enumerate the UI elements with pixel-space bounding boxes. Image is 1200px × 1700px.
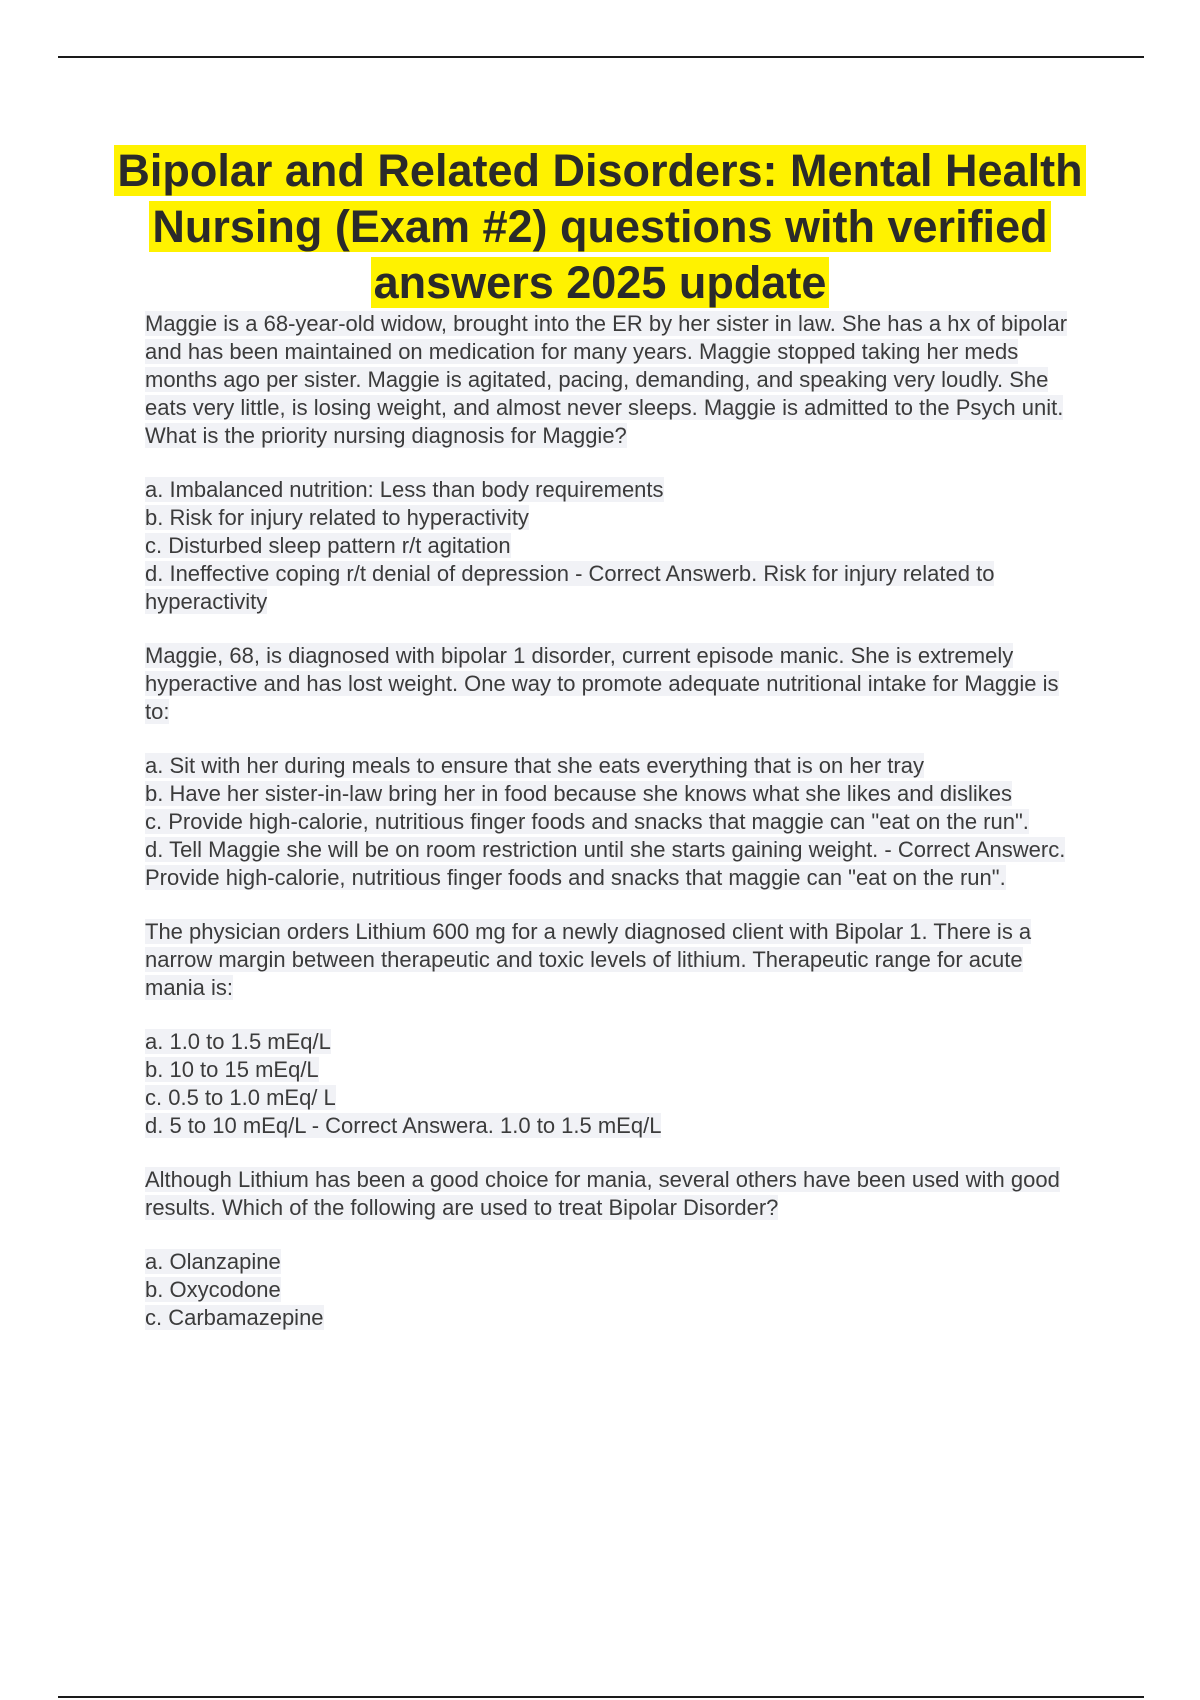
question-2-option-a: a. Sit with her during meals to ensure that she eats everything that is on her tray (145, 753, 924, 778)
question-3-option-a: a. 1.0 to 1.5 mEq/L (145, 1029, 331, 1054)
question-4-options (145, 1248, 1085, 1332)
question-3-option-c: c. 0.5 to 1.0 mEq/ L (145, 1085, 336, 1110)
question-1-option-a: a. Imbalanced nutrition: Less than body requirements (145, 477, 664, 502)
document-body (145, 310, 1085, 1358)
question-2-options (145, 752, 1085, 892)
question-2-option-b: b. Have her sister-in-law bring her in food because she knows what she likes and dislikes (145, 781, 1012, 806)
question-2-option-d-answer: d. Tell Maggie she will be on room restriction until she starts gaining weight. - Correct Answerc. Provide high-calorie, nutritious finger foods and snacks that maggie can "eat on the run". (145, 837, 1066, 890)
question-3-option-d-answer: d. 5 to 10 mEq/L - Correct Answera. 1.0 to 1.5 mEq/L (145, 1113, 662, 1138)
question-4-option-b: b. Oxycodone (145, 1277, 281, 1302)
question-1-option-c: c. Disturbed sleep pattern r/t agitation (145, 533, 511, 558)
question-3-options (145, 1028, 1085, 1140)
question-2-option-c: c. Provide high-calorie, nutritious finger foods and snacks that maggie can "eat on the run". (145, 809, 1029, 834)
top-rule (58, 56, 1144, 58)
question-3-option-b: b. 10 to 15 mEq/L (145, 1057, 319, 1082)
question-3-stem: The physician orders Lithium 600 mg for a newly diagnosed client with Bipolar 1. There is a narrow margin between therapeutic and toxic levels of lithium. Therapeutic range for acute mania is: (145, 919, 1032, 1000)
question-4-option-a: a. Olanzapine (145, 1249, 281, 1274)
bottom-rule (58, 1696, 1144, 1698)
question-1-stem: Maggie is a 68-year-old widow, brought into the ER by her sister in law. She has a hx of bipolar and has been maintained on medication for many years. Maggie stopped taking her meds months ago per sister. Maggie is agitated, pacing, demanding, and speaking very loudly. She eats very little, is losing weight, and almost never sleeps. Maggie is admitted to the Psych unit. What is the priority nursing diagnosis for Maggie? (145, 311, 1068, 448)
question-1-option-b: b. Risk for injury related to hyperactivity (145, 505, 529, 530)
question-4-stem: Although Lithium has been a good choice for mania, several others have been used with good results. Which of the following are used to treat Bipolar Disorder? (145, 1167, 1060, 1220)
question-2-stem: Maggie, 68, is diagnosed with bipolar 1 disorder, current episode manic. She is extremely hyperactive and has lost weight. One way to promote adequate nutritional intake for Maggie is to: (145, 643, 1059, 724)
question-1-options (145, 476, 1085, 616)
question-4-option-c: c. Carbamazepine (145, 1305, 324, 1330)
question-1-option-d-answer: d. Ineffective coping r/t denial of depression - Correct Answerb. Risk for injury related to hyperactivity (145, 561, 995, 614)
document-title-text: Bipolar and Related Disorders: Mental Health Nursing (Exam #2) questions with verified answers 2025 update (114, 145, 1085, 308)
document-title (100, 143, 1100, 311)
